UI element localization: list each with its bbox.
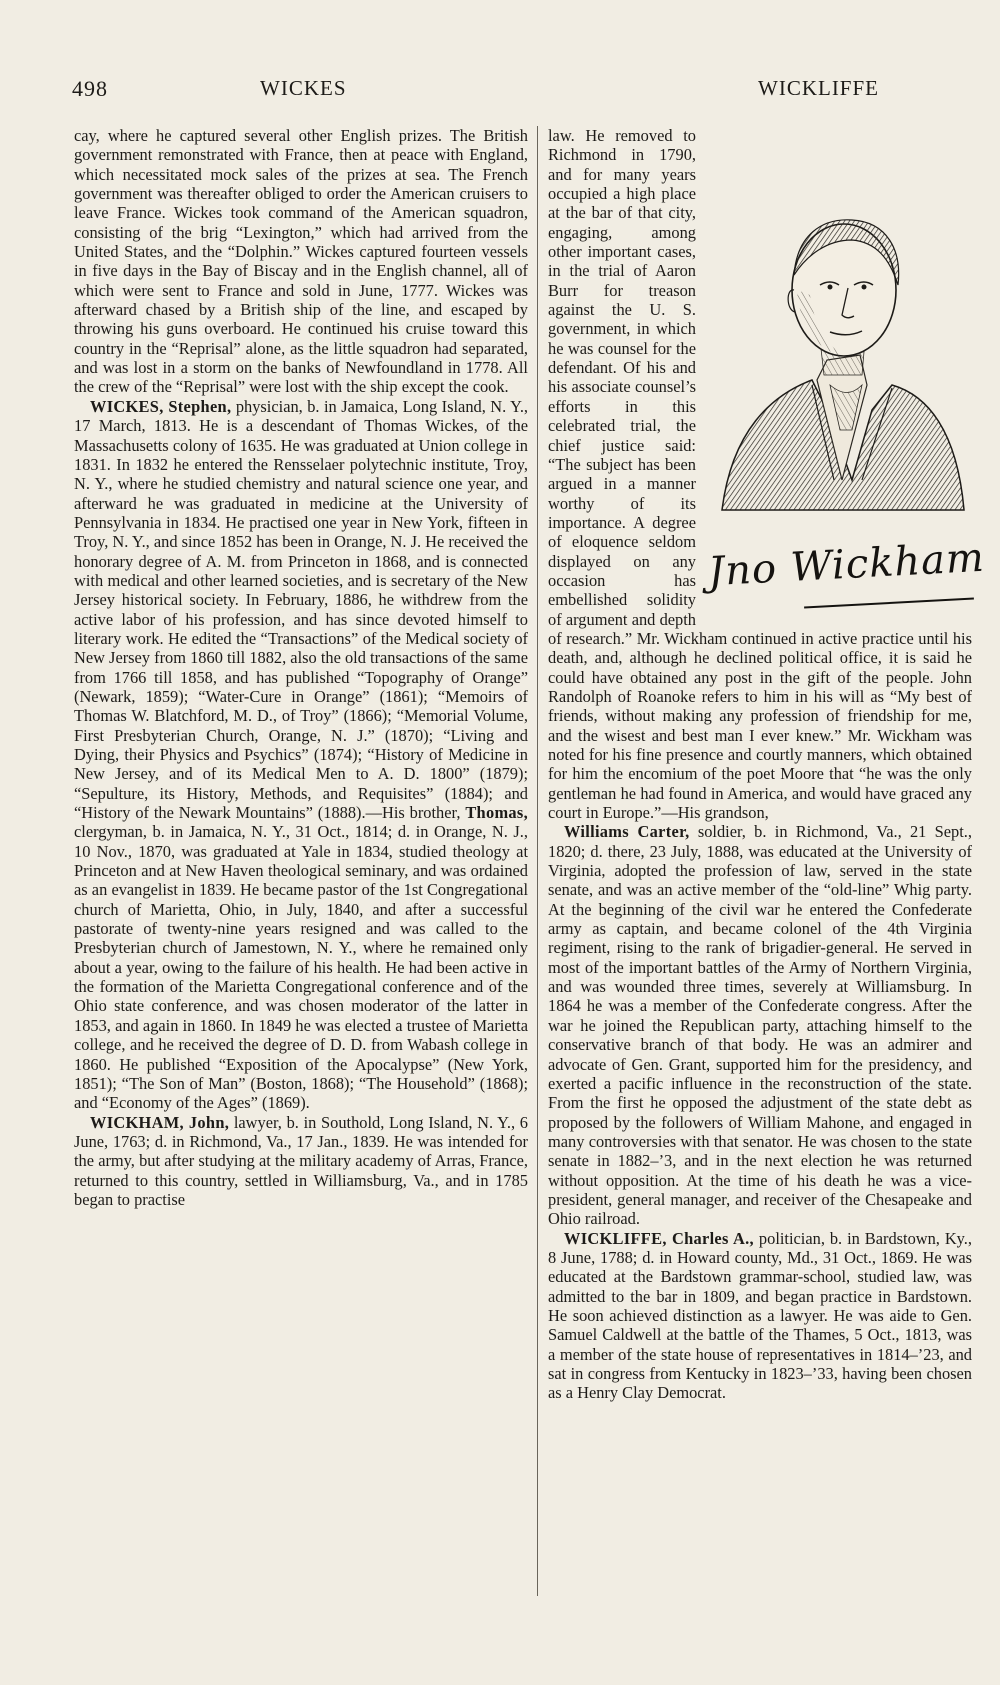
left-column xyxy=(74,126,528,1209)
paragraph-body: lawyer, b. in Southold, Long Island, N. Y., 6 June, 1763; d. in Richmond, Va., 17 Jan., 1839. He was intended for the army, but after studying at the military academy of Arras, France, returned to this country, settled in Williamsburg, Va., and in 1785 began to practise xyxy=(74,1112,528,1209)
paragraph-williams-carter xyxy=(548,822,972,1228)
portrait-signature: Jno Wickham xyxy=(706,534,986,596)
entry-heading: WICKHAM, John, xyxy=(90,1112,230,1132)
page-number: 498 xyxy=(72,76,108,101)
running-head-left: WICKES xyxy=(260,76,347,100)
paragraph-wickliffe-charles xyxy=(548,1229,972,1403)
right-column xyxy=(548,126,986,1403)
entry-heading: WICKES, Stephen, xyxy=(90,396,232,416)
signature-underline xyxy=(804,598,974,609)
entry-heading: WICKLIFFE, Charles A., xyxy=(564,1228,754,1248)
paragraph-body: soldier, b. in Richmond, Va., 21 Sept., 1820; d. there, 23 July, 1888, was educated at the University of Virginia, adopted the profession of law, served in the state senate, and was an active member of the “old-line” Whig party. At the beginning of the civil war he entered the Confederate army as captain, and became colonel of the 4th Virginia regiment, rising to the rank of brigadier-general. He served in most of the important battles of the Army of Northern Virginia, and was wounded three times, severely at Williamsburg. In 1864 he was a member of the Confederate congress. After the war he joined the Republican party, attaching himself to the conservative branch of that body. He was an admirer and advocate of Gen. Grant, supported him for the presidency, and exerted a pacific influence in the reconstruction of the state. From the first he opposed the adjustment of the state debt as proposed by the followers of William Mahone, and engaged in many controversies with that senator. He was chosen to the state senate in 1882–’3, and in the next election he was returned without opposition. At the time of his death he was a vice-president, general manager, and receiver of the Chesapeake and Ohio railroad. xyxy=(548,822,972,1229)
paragraph-wickes-stephen xyxy=(74,397,528,1113)
paragraph-wickham-continued: law. He removed to Richmond in 1790, and for many years occupied a high place at the bar of that city, engaging, among other important cases, in the trial of Aaron Burr for treason against the U. S. government, in which he was counsel for the defendant. Of his and his associate counsel’s efforts in this celebrated trial, the chief justice said: “The subject has been argued in a manner worthy of its importance. A degree of eloquence seldom displayed on any occasion has embellished solidity of argument and depth of research.” Mr. Wickham continued in active practice until his death, and, although he declined political office, it is said he could have obtained any post in the gift of the people. John Randolph of Roanoke refers to him in his will as “My best of friends, without making any profession of friendship for me, and the wisest and best man I ever knew.” Mr. Wickham was noted for his fine presence and courtly manners, which obtained for him the encomium of the poet Moore that “he was the only gentleman he had found in America, and would have graced any court in Europe.”—His grandson, xyxy=(548,126,972,823)
running-head-right: WICKLIFFE xyxy=(758,76,879,100)
column-divider xyxy=(537,126,538,1596)
portrait-block xyxy=(702,126,986,616)
entry-heading: Williams Carter, xyxy=(564,822,690,842)
paragraph-body: clergyman, b. in Jamaica, N. Y., 31 Oct., 1814; d. in Orange, N. J., 10 Nov., 1870, was graduated at Yale in 1834, studied theology at Princeton and at New Haven theological seminary, and was ordained as an evangelist in 1839. He became pastor of the 1st Congregational church of Marietta, Ohio, in July, 1840, and after a successful pastorate of twenty-nine years resigned and was called to the Presbyterian church of Jamestown, N. Y., where he remained only about a year, owing to the failure of his health. He had been active in the formation of the Marietta Congregational conference and of the Ohio state conference, and was chosen moderator of the latter in 1853, and again in 1860. In 1849 he was elected a trustee of Marietta college, and he received the degree of D. D. from Wabash college in 1860. He published “Exposition of the Apocalypse” (New York, 1851); “The Son of Man” (Boston, 1868); “The Household” (1868); and “Economy of the Ages” (1869). xyxy=(74,822,528,1113)
paragraph-wickes-lambert-continued: cay, where he captured several other English prizes. The British government remonstrated with France, then at peace with England, which necessitated mock sales of the prizes at sea. The French government was thereafter obliged to order the American cruisers to leave France. Wickes took command of the American squadron, consisting of the brig “Lexington,” which had arrived from the United States, and the “Dolphin.” Wickes captured fourteen vessels in five days in the Bay of Biscay and in the English channel, all of which were sent to France and sold in June, 1777. Wickes was afterward chased by a British ship of the line, and escaped by throwing his guns overboard. He continued his cruise toward this country in the “Reprisal” alone, as the little squadron had separated, and was lost in a storm on the banks of Newfoundland in 1778. All the crew of the “Reprisal” were lost with the ship except the cook. xyxy=(74,126,528,397)
paragraph-body: politician, b. in Bardstown, Ky., 8 June, 1788; d. in Howard county, Md., 31 Oct., 1869. He was educated at the Bardstown grammar-school, studied law, was admitted to the bar in 1809, and began practice in Bardstown. He soon achieved distinction as a lawyer. He was aide to Gen. Samuel Caldwell at the battle of the Thames, 5 Oct., 1813, was a member of the state house of representatives in 1814–’23, and sat in congress from Kentucky in 1823–’33, having been chosen as a Henry Clay Democrat. xyxy=(548,1228,973,1403)
entry-heading: Thomas, xyxy=(465,803,528,823)
paragraph-wickham-john xyxy=(74,1113,528,1210)
paragraph-body: physician, b. in Jamaica, Long Island, N. Y., 17 March, 1813. He is a descendant of Thomas Wickes, of the Massachusetts colony of 1635. He was graduated at Union college in 1831. In 1832 he entered the Rensselaer polytechnic institute, Troy, N. Y., where he studied chemistry and natural science one year, and afterward he was graduated in medicine at the University of Pennsylvania in 1834. He practised one year in New York, fifteen in Troy, N. Y., and since 1852 has been in Orange, N. J. He received the honorary degree of A. M. from Princeton in 1868, and is connected with medical and other learned societies, and is secretary of the New Jersey historical society. In February, 1886, he withdrew from the active labor of his profession, and has since devoted himself to literary work. He edited the “Transactions” of the Medical society of New Jersey from 1860 till 1882, also the old transactions of the same from 1766 till 1858, and has published “Topography of Orange” (Newark, 1859); “Water-Cure in Orange” (1861); “Memoirs of Thomas W. Blatchford, M. D., of Troy” (1866); “Memorial Volume, First Presbyterian Church, Orange, N. J.” (1870); “Living and Dying, their Physics and Psychics” (1874); “History of Medicine in New Jersey, and of its Medical Men to A. D. 1800” (1879); “Sepulture, its History, Methods, and Requisites” (1884); and “History of the Newark Mountains” (1888).—His brother, xyxy=(74,396,529,823)
portrait-engraving xyxy=(702,180,972,530)
